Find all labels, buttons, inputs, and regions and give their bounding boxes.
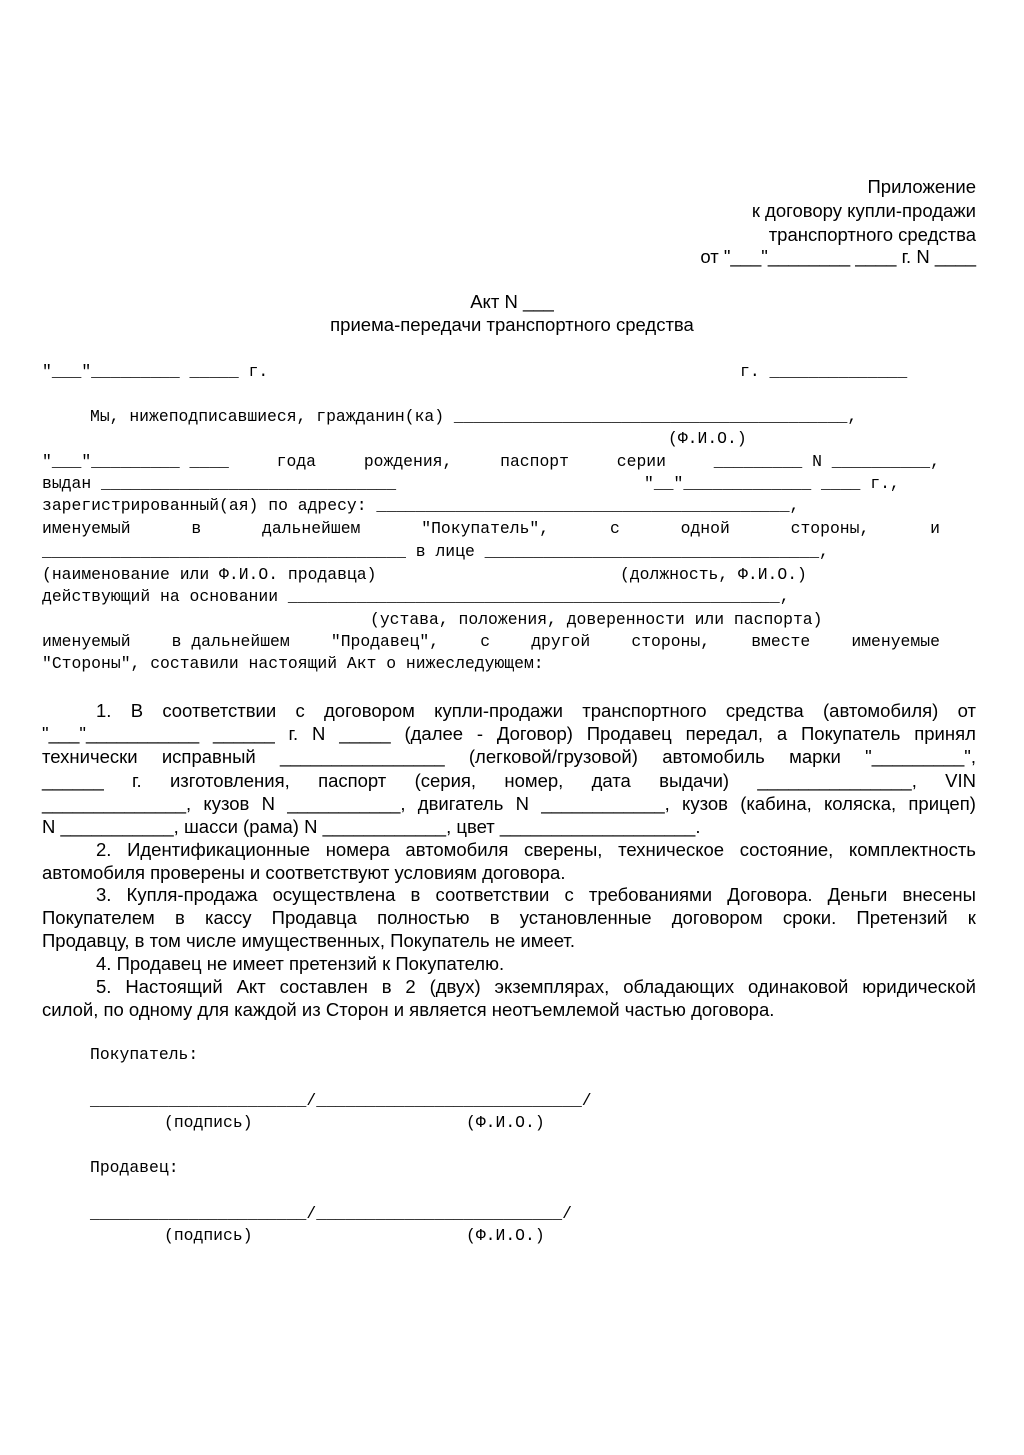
clause-3-line-3: Продавцу, в том числе имущественных, Покупатель не имеет. [42, 930, 575, 951]
clause-2-line-1: 2. Идентификационные номера автомобиля сверены, техническое состояние, комплектность [96, 839, 976, 860]
appendix-title: Приложение [867, 176, 976, 197]
seller-label: Продавец: [90, 1158, 179, 1177]
acting-basis: действующий на основании __________________________________________________, [42, 587, 790, 606]
clause-4: 4. Продавец не имеет претензий к Покупателю. [96, 953, 505, 974]
appendix-contract: к договору купли-продажи [751, 200, 976, 221]
buyer-intro: Мы, нижеподписавшиеся, гражданин(ка) ________________________________________, [90, 407, 858, 426]
seller-named: именуемый в дальнейшем "Продавец", с другой стороны, вместе именуемые [42, 632, 940, 651]
acting-basis-hint: (устава, положения, доверенности или паспорта) [370, 610, 823, 629]
passport-issued: выдан ______________________________ [42, 474, 397, 493]
clause-3-line-2: Покупателем в кассу Продавца полностью в установленные договором сроки. Претензий к [42, 907, 976, 928]
clause-1-line-6: N ___________, шасси (рама) N ____________, цвет ___________________. [42, 816, 701, 837]
parties-statement: "Стороны", составили настоящий Акт о нижеследующем: [42, 654, 544, 673]
passport-issued-date: "__"_____________ ____ г., [644, 474, 900, 493]
buyer-fio-hint: (Ф.И.О.) [466, 1113, 545, 1132]
clause-2-line-2: автомобиля проверены и соответствуют условиям договора. [42, 862, 566, 883]
buyer-label: Покупатель: [90, 1045, 199, 1064]
act-date: "___"_________ _____ г. [42, 362, 269, 381]
act-city: г. ______________ [740, 362, 908, 381]
seller-signature-line: ______________________/_________________________/ [90, 1204, 572, 1223]
buyer-signature-line: ______________________/___________________________/ [90, 1091, 592, 1110]
buyer-birth-passport: "___"_________ ____ года рождения, паспорт серии _________ N __________, [42, 452, 940, 471]
clause-1-line-3: технически исправный ________________ (легковой/грузовой) автомобиль марки "_________", [42, 746, 976, 767]
buyer-address: зарегистрированный(ая) по адресу: __________________________________________, [42, 496, 800, 515]
clause-5-line-1: 5. Настоящий Акт составлен в 2 (двух) экземплярах, обладающих одинаковой юридической [96, 976, 976, 997]
act-subtitle: приема-передачи транспортного средства [330, 314, 694, 335]
clause-5-line-2: силой, по одному для каждой из Сторон и является неотъемлемой частью договора. [42, 999, 775, 1020]
clause-1-line-2: "___"___________ ______ г. N _____ (далее - Договор) Продавец передал, а Покупатель принял [42, 723, 976, 744]
appendix-vehicle: транспортного средства [768, 224, 976, 245]
seller-line: _____________________________________ в лице __________________________________, [42, 542, 829, 561]
clause-1-line-5: ______________, кузов N ___________, двигатель N ____________, кузов (кабина, коляска, прицеп) [42, 793, 976, 814]
clause-3-line-1: 3. Купля-продажа осуществлена в соответствии с требованиями Договора. Деньги внесены [96, 884, 976, 905]
act-title: Акт N ___ [470, 291, 554, 312]
seller-sign-hint: (подпись) [164, 1226, 253, 1245]
clause-1-line-4: ______ г. изготовления, паспорт (серия, номер, дата выдачи) _______________, VIN [42, 770, 976, 791]
clause-1-line-1: 1. В соответствии с договором купли-продажи транспортного средства (автомобиля) от [96, 700, 976, 721]
seller-position-hint: (должность, Ф.И.О.) [620, 565, 807, 584]
buyer-sign-hint: (подпись) [164, 1113, 253, 1132]
seller-name-hint: (наименование или Ф.И.О. продавца) [42, 565, 377, 584]
buyer-named: именуемый в дальнейшем "Покупатель", с одной стороны, и [42, 519, 940, 538]
fio-hint: (Ф.И.О.) [668, 429, 747, 448]
appendix-date: от "___"________ ____ г. N ____ [700, 246, 976, 267]
seller-fio-hint: (Ф.И.О.) [466, 1226, 545, 1245]
